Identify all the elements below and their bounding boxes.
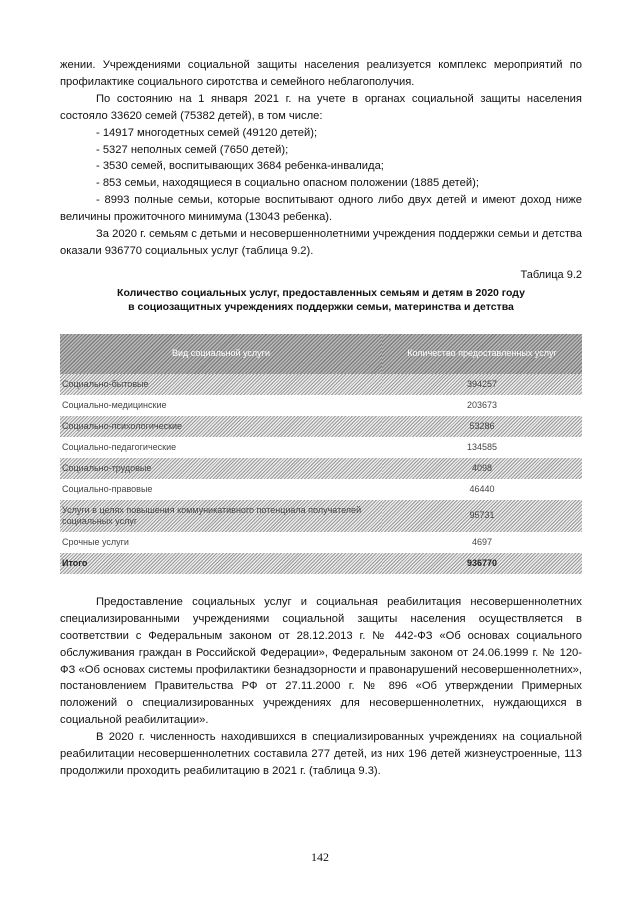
intro-paragraph-3: За 2020 г. семьям с детьми и несовершеннолетними учреждения поддержки семьи и детства оказали 936770 социальных услуг (таблица 9.2). (60, 228, 582, 257)
table-row (60, 479, 582, 500)
table-title (60, 286, 582, 314)
service-count-cell: 134585 (466, 442, 498, 453)
service-count-cell: 4098 (382, 458, 582, 479)
total-label-cell: Итого (60, 553, 382, 574)
list-item: - 3530 семей, воспитывающих 3684 ребенка-инвалида; (96, 160, 384, 173)
after-paragraph-2: В 2020 г. численность находившихся в специализированных учреждениях на социальной реабилитации несовершеннолетних составила 277 детей, из них 196 детей жизнеустроенные, 113 продолжили проходить реабилитацию в 2021 г. (таблица 9.3). (60, 731, 582, 777)
table-title-line-1: Количество социальных услуг, предоставленных семьям и детям в 2020 году (117, 286, 525, 299)
intro-paragraph-2: По состоянию на 1 января 2021 г. на учете в органах социальной защиты населения состояло 33620 семей (75382 детей), в том числе: (60, 92, 582, 122)
table-row (60, 416, 582, 437)
table-total-row (60, 553, 582, 574)
after-paragraph-1: Предоставление социальных услуг и социальная реабилитация несовершеннолетних специализированными учреждениями социальной защиты населения осуществляется в соответствии с Федеральным законом от 28.12.2013 г. № 442-ФЗ «Об основах социального обслуживания граждан в Российской Федерации», Федеральным законом от 24.06.1999 г. № 120-ФЗ «Об основах системы профилактики безнадзорности и правонарушений несовершеннолетних», постановлением Правительства РФ от 27.11.2000 г. № 896 «Об утверждении Примерных положений о специализированных учреждениях для несовершеннолетних, нуждающихся в социальной реабилитации». (60, 595, 582, 727)
table-header-row (60, 334, 582, 374)
table-row (60, 395, 582, 416)
service-name-cell: Социально-правовые (62, 484, 153, 495)
service-name-cell: Социально-педагогические (62, 442, 177, 453)
service-name-cell: Услуги в целях повышения коммуникативного потенциала получателей социальных услуг (60, 500, 382, 532)
table-caption: Таблица 9.2 (520, 268, 582, 281)
page-body (60, 57, 582, 780)
list-item: - 8993 полные семьи, которые воспитывают одного либо двух детей и имеют доход ниже величины прожиточного минимума (13043 ребенка). (60, 194, 582, 224)
list-item: - 14917 многодетных семей (49120 детей); (96, 126, 318, 139)
list-item: - 5327 неполных семей (7650 детей); (96, 143, 289, 156)
service-name-cell: Социально-психологические (60, 416, 382, 437)
service-count-cell: 46440 (469, 484, 495, 495)
services-table (60, 334, 582, 574)
table-row (60, 532, 582, 553)
page-number: 142 (311, 850, 329, 864)
intro-paragraph-1: жении. Учреждениями социальной защиты населения реализуется комплекс мероприятий по профилактике социального сиротства и семейного неблагополучия. (60, 59, 582, 88)
list-item: - 853 семьи, находящиеся в социально опасном положении (1885 детей); (96, 177, 479, 190)
service-count-cell: 95731 (382, 500, 582, 532)
column-header-service-type: Вид социальной услуги (60, 334, 382, 374)
table-title-line-2: в социозащитных учреждениях поддержки семьи, материнства и детства (128, 300, 514, 313)
total-count-cell: 936770 (382, 553, 582, 574)
column-header-count: Количество предоставленных услуг (382, 334, 582, 374)
service-name-cell: Социально-бытовые (60, 374, 382, 395)
service-name-cell: Социально-медицинские (62, 400, 167, 411)
service-count-cell: 394257 (382, 374, 582, 395)
service-count-cell: 4697 (471, 537, 493, 548)
service-count-cell: 203673 (466, 400, 498, 411)
table-row (60, 437, 582, 458)
table-row (60, 500, 582, 532)
service-count-cell: 53286 (382, 416, 582, 437)
service-name-cell: Срочные услуги (62, 537, 129, 548)
table-row (60, 374, 582, 395)
service-name-cell: Социально-трудовые (60, 458, 382, 479)
table-row (60, 458, 582, 479)
